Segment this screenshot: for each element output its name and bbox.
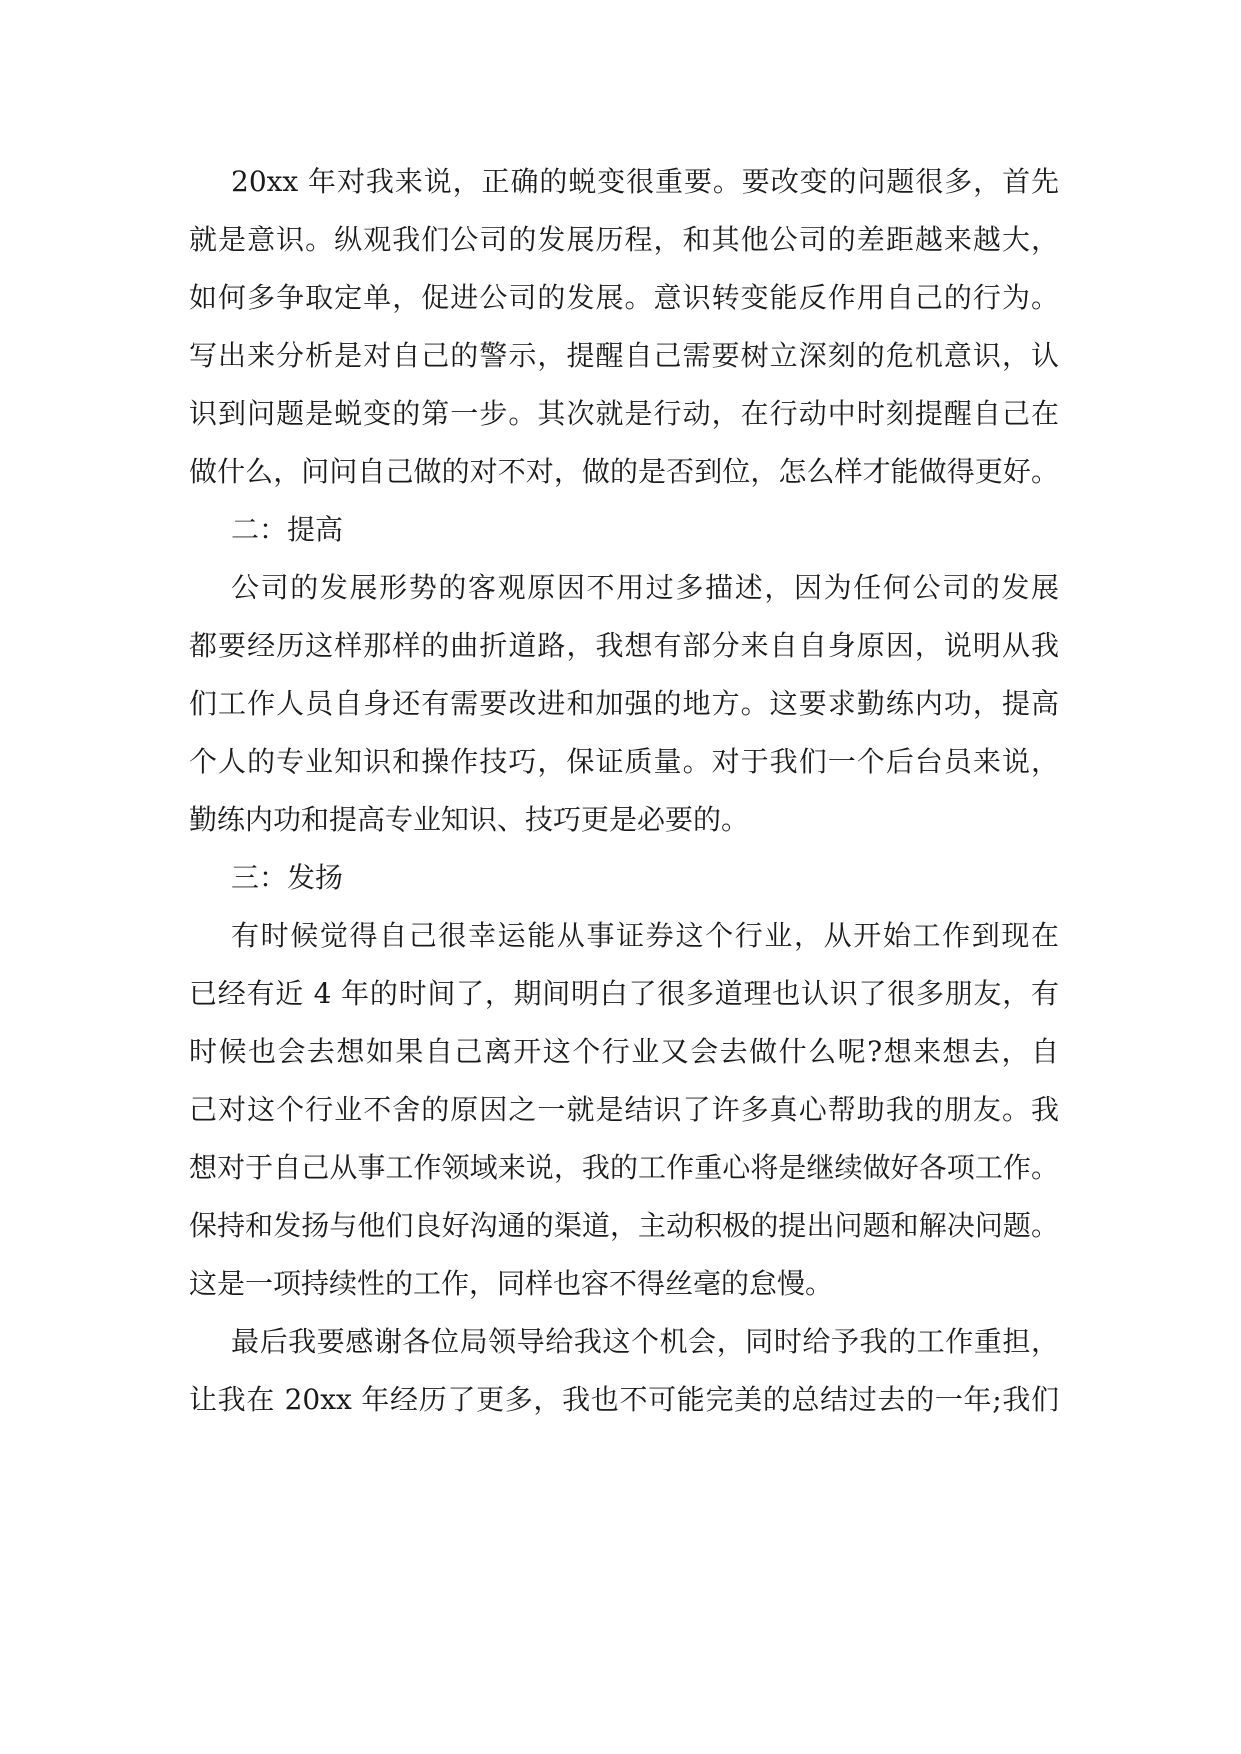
paragraph-line: 这是一项持续性的工作，同样也容不得丝毫的怠慢。 [189,1267,834,1300]
paragraph-line: 如何多争取定单，促进公司的发展。意识转变能反作用自己的行为。 [189,281,1059,314]
paragraph-line: 们工作人员自身还有需要改进和加强的地方。这要求勤练内功，提高 [189,687,1059,720]
paragraph-line: 识到问题是蜕变的第一步。其次就是行动，在行动中时刻提醒自己在 [189,397,1059,430]
paragraph-line: 就是意识。纵观我们公司的发展历程，和其他公司的差距越来越大， [189,223,1059,256]
paragraph-line: 有时候觉得自己很幸运能从事证券这个行业，从开始工作到现在 [231,919,1059,952]
paragraph-line: 个人的专业知识和操作技巧，保证质量。对于我们一个后台员来说， [189,745,1059,778]
paragraph-line: 已经有近 4 年的时间了，期间明白了很多道理也认识了很多朋友，有 [189,977,1059,1010]
paragraph-line: 都要经历这样那样的曲折道路，我想有部分来自自身原因，说明从我 [189,629,1059,662]
paragraph-line: 公司的发展形势的客观原因不用过多描述，因为任何公司的发展 [231,571,1059,604]
section-heading: 三：发扬 [231,861,344,894]
paragraph-line: 20xx 年对我来说，正确的蜕变很重要。要改变的问题很多，首先 [231,165,1059,198]
paragraph-line: 想对于自己从事工作领域来说，我的工作重心将是继续做好各项工作。 [189,1151,1059,1184]
paragraph-line: 最后我要感谢各位局领导给我这个机会，同时给予我的工作重担， [231,1325,1059,1358]
paragraph-line: 做什么，问问自己做的对不对，做的是否到位，怎么样才能做得更好。 [189,455,1059,488]
paragraph-line: 写出来分析是对自己的警示，提醒自己需要树立深刻的危机意识，认 [189,339,1059,372]
section-heading: 二：提高 [231,513,344,546]
paragraph-line: 让我在 20xx 年经历了更多，我也不可能完美的总结过去的一年;我们 [189,1383,1059,1416]
paragraph-line: 勤练内功和提高专业知识、技巧更是必要的。 [189,803,750,836]
paragraph-line: 己对这个行业不舍的原因之一就是结识了许多真心帮助我的朋友。我 [189,1093,1059,1126]
paragraph-line: 时候也会去想如果自己离开这个行业又会去做什么呢?想来想去，自 [189,1035,1059,1068]
paragraph-line: 保持和发扬与他们良好沟通的渠道，主动积极的提出问题和解决问题。 [189,1209,1059,1242]
